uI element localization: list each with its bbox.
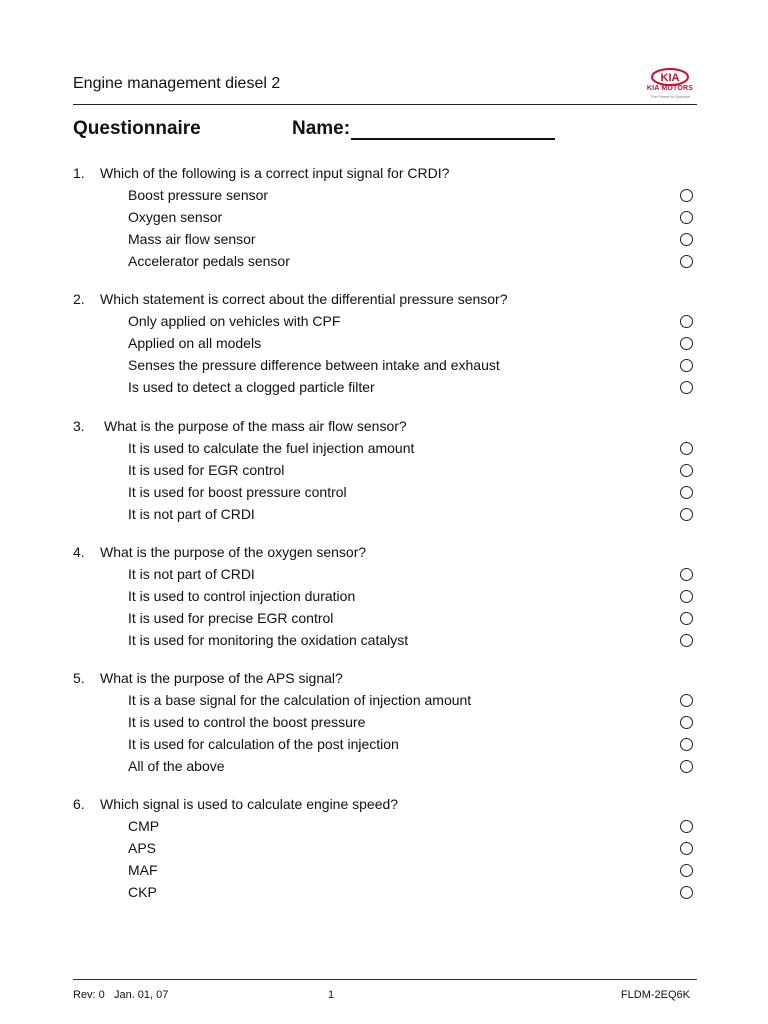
question-5 [73, 670, 697, 692]
question-3 [73, 418, 697, 440]
question-number: 2. [73, 291, 85, 307]
name-blank-line[interactable] [351, 121, 555, 140]
answer-option-label: It is used for precise EGR control [128, 610, 334, 626]
answer-option-label: Senses the pressure difference between intake and exhaust [128, 357, 500, 373]
answer-radio-circle[interactable] [680, 233, 693, 246]
answer-option[interactable] [128, 379, 697, 401]
answer-option[interactable] [128, 462, 697, 484]
answer-radio-circle[interactable] [680, 255, 693, 268]
answer-option[interactable] [128, 313, 697, 335]
answer-radio-circle[interactable] [680, 820, 693, 833]
answer-option[interactable] [128, 335, 697, 357]
answer-option[interactable] [128, 357, 697, 379]
answer-option[interactable] [128, 566, 697, 588]
answer-radio-circle[interactable] [680, 760, 693, 773]
answer-radio-circle[interactable] [680, 634, 693, 647]
answer-option-label: CKP [128, 884, 157, 900]
question-text: Which of the following is a correct input signal for CRDI? [100, 165, 450, 181]
question-text: Which signal is used to calculate engine speed? [100, 796, 399, 812]
answer-option[interactable] [128, 884, 697, 906]
logo-tagline: The Power to Surprise [650, 94, 690, 99]
answer-option-label: It is used for boost pressure control [128, 484, 347, 500]
answer-option-label: It is not part of CRDI [128, 566, 255, 582]
answer-option-label: It is used for EGR control [128, 462, 285, 478]
answer-radio-circle[interactable] [680, 486, 693, 499]
question-4 [73, 544, 697, 566]
answer-radio-circle[interactable] [680, 590, 693, 603]
answer-radio-circle[interactable] [680, 315, 693, 328]
logo-mark: KIA [660, 72, 680, 84]
answer-radio-circle[interactable] [680, 864, 693, 877]
answer-option[interactable] [128, 692, 697, 714]
question-2 [73, 291, 697, 313]
question-text: Which statement is correct about the differential pressure sensor? [100, 291, 508, 307]
answer-radio-circle[interactable] [680, 842, 693, 855]
answer-option[interactable] [128, 209, 697, 231]
answer-option[interactable] [128, 632, 697, 654]
answer-option[interactable] [128, 506, 697, 528]
answer-option-label: All of the above [128, 758, 225, 774]
answer-option-label: It is used for calculation of the post injection [128, 736, 399, 752]
answer-option[interactable] [128, 231, 697, 253]
answer-radio-circle[interactable] [680, 716, 693, 729]
question-text: What is the purpose of the oxygen sensor? [100, 544, 367, 560]
answer-radio-circle[interactable] [680, 381, 693, 394]
answer-option[interactable] [128, 818, 697, 840]
answer-option-label: Boost pressure sensor [128, 187, 269, 203]
answer-option[interactable] [128, 253, 697, 275]
answer-option[interactable] [128, 610, 697, 632]
question-number: 1. [73, 165, 85, 181]
kia-logo [638, 68, 702, 104]
footer-revision: Rev: 0 Jan. 01, 07 [73, 989, 169, 1001]
answer-option-label: It is used to control injection duration [128, 588, 356, 604]
answer-radio-circle[interactable] [680, 738, 693, 751]
footer-divider [73, 979, 697, 980]
answer-option[interactable] [128, 714, 697, 736]
name-field[interactable] [292, 118, 555, 140]
answer-option[interactable] [128, 758, 697, 780]
answer-option-label: Only applied on vehicles with CPF [128, 313, 341, 329]
answer-radio-circle[interactable] [680, 886, 693, 899]
footer-doc-code: FLDM-2EQ6K [620, 989, 690, 1001]
answer-radio-circle[interactable] [680, 568, 693, 581]
question-number: 6. [73, 796, 85, 812]
answer-radio-circle[interactable] [680, 442, 693, 455]
footer-page-number: 1 [328, 989, 335, 1001]
answer-radio-circle[interactable] [680, 359, 693, 372]
answer-option-label: Is used to detect a clogged particle filter [128, 379, 375, 395]
answer-option[interactable] [128, 440, 697, 462]
name-label: Name: [292, 118, 351, 139]
answer-option[interactable] [128, 862, 697, 884]
answer-radio-circle[interactable] [680, 189, 693, 202]
answer-option-label: It is used to control the boost pressure [128, 714, 366, 730]
logo-brand-text: KIA MOTORS [646, 85, 694, 92]
answer-option-label: CMP [128, 818, 160, 834]
answer-option[interactable] [128, 588, 697, 610]
answer-option-label: MAF [128, 862, 158, 878]
answer-radio-circle[interactable] [680, 612, 693, 625]
question-number: 4. [73, 544, 85, 560]
answer-option-label: It is a base signal for the calculation of injection amount [128, 692, 472, 708]
answer-option-label: It is used for monitoring the oxidation catalyst [128, 632, 409, 648]
question-6 [73, 796, 697, 818]
header-title: Engine management diesel 2 [73, 75, 281, 92]
answer-option-label: Applied on all models [128, 335, 262, 351]
answer-option-label: It is not part of CRDI [128, 506, 255, 522]
answer-option[interactable] [128, 736, 697, 758]
question-1 [73, 165, 697, 187]
answer-option-label: APS [128, 840, 157, 856]
answer-option[interactable] [128, 840, 697, 862]
answer-option-label: Oxygen sensor [128, 209, 223, 225]
question-number: 5. [73, 670, 85, 686]
question-text: What is the purpose of the APS signal? [100, 670, 343, 686]
answer-radio-circle[interactable] [680, 508, 693, 521]
answer-option[interactable] [128, 187, 697, 209]
answer-option-label: Mass air flow sensor [128, 231, 256, 247]
answer-option-label: Accelerator pedals sensor [128, 253, 290, 269]
answer-radio-circle[interactable] [680, 337, 693, 350]
answer-radio-circle[interactable] [680, 464, 693, 477]
question-number: 3. [73, 418, 85, 434]
header-divider [73, 104, 697, 105]
answer-option[interactable] [128, 484, 697, 506]
questionnaire-title: Questionnaire [73, 118, 201, 139]
answer-radio-circle[interactable] [680, 694, 693, 707]
answer-option-label: It is used to calculate the fuel injection amount [128, 440, 415, 456]
question-text: What is the purpose of the mass air flow sensor? [104, 418, 407, 434]
answer-radio-circle[interactable] [680, 211, 693, 224]
